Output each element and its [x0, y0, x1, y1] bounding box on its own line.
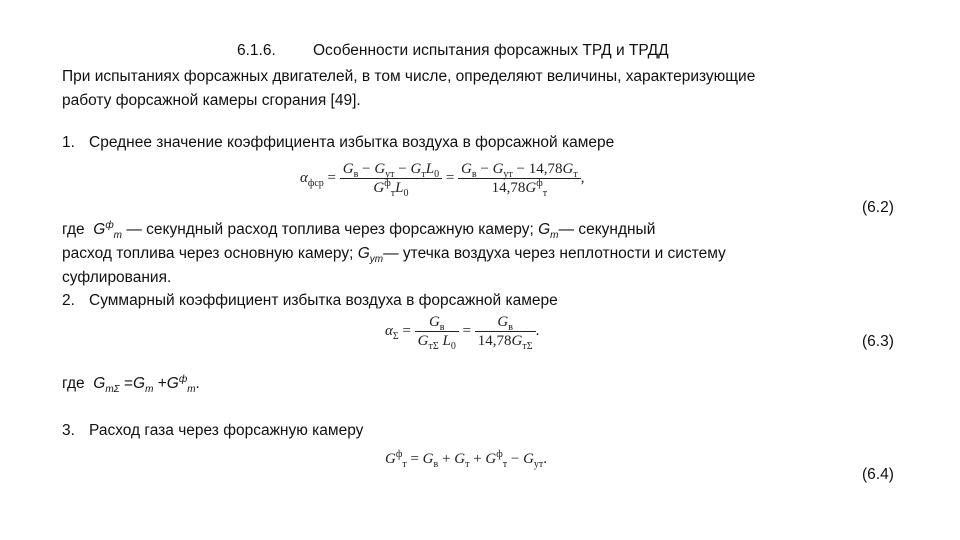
- where-line-3: суфлирования.: [62, 269, 172, 286]
- list-item-text: Среднее значение коэффициента избытка воздуха в форсажной камере: [89, 134, 615, 151]
- section-title-text: Особенности испытания форсажных ТРД и ТРДД: [313, 42, 669, 59]
- where-text-2: — секундный: [558, 221, 656, 238]
- section-title: [237, 39, 669, 63]
- section-number: 6.1.6.: [237, 42, 276, 59]
- list-item-2: [62, 289, 558, 313]
- where-text-3: расход топлива через основную камеру;: [62, 245, 358, 262]
- where-text-1: — секундный расход топлива через форсажную камеру;: [122, 221, 539, 238]
- list-item-number: 3.: [62, 422, 75, 439]
- formula-6-3: $\alpha_\Sigma$ = $\frac{G_в}{G_{т\Sigma} L_0}$ = $\frac{G_в}{14,78G_{т\Sigma}}$ .: [385, 314, 540, 352]
- list-item-1: [62, 131, 614, 155]
- intro-line-2: работу форсажной камеры сгорания [49].: [62, 92, 361, 109]
- where-line-1: где $G^ф_т$ — секундный расход топлива через форсажную камеру; $G_т—$ секундный: [62, 219, 656, 242]
- equation-number-6-4: (6.4): [862, 466, 894, 483]
- formula-6-2: $\alpha_{фср}$ = $\frac{G_в - G_{ут} - G_тL_0}{G^ф_тL_0}$ = $\frac{G_в - G_{ут} - 14,78G_т}{14,78G^ф_т}$ ,: [300, 161, 585, 199]
- intro-line-1: При испытаниях форсажных двигателей, в том числе, определяют величины, характеризующие: [62, 68, 756, 85]
- list-item-3: [62, 419, 363, 443]
- list-item-text: Расход газа через форсажную камеру: [89, 422, 364, 439]
- formula-6-4: $G^ф_т = G_в + G_т + G^ф_т - G_{ут}$.: [385, 449, 548, 470]
- list-item-number: 1.: [62, 134, 75, 151]
- equation-number-6-3: (6.3): [862, 333, 894, 350]
- where-2: где $G_{т\Sigma} =G_т +G^ф_т$.: [62, 373, 200, 396]
- list-item-text: Суммарный коэффициент избытка воздуха в форсажной камере: [89, 292, 558, 309]
- where-lead: где: [62, 375, 85, 392]
- where-line-2: расход топлива через основную камеру; $G_{ут}—$ утечка воздуха через неплотности и систему: [62, 245, 726, 266]
- equation-number-6-2: (6.2): [862, 199, 894, 216]
- where-text-4: — утечка воздуха через неплотности и систему: [383, 245, 726, 262]
- where-lead: где: [62, 221, 85, 238]
- list-item-number: 2.: [62, 292, 75, 309]
